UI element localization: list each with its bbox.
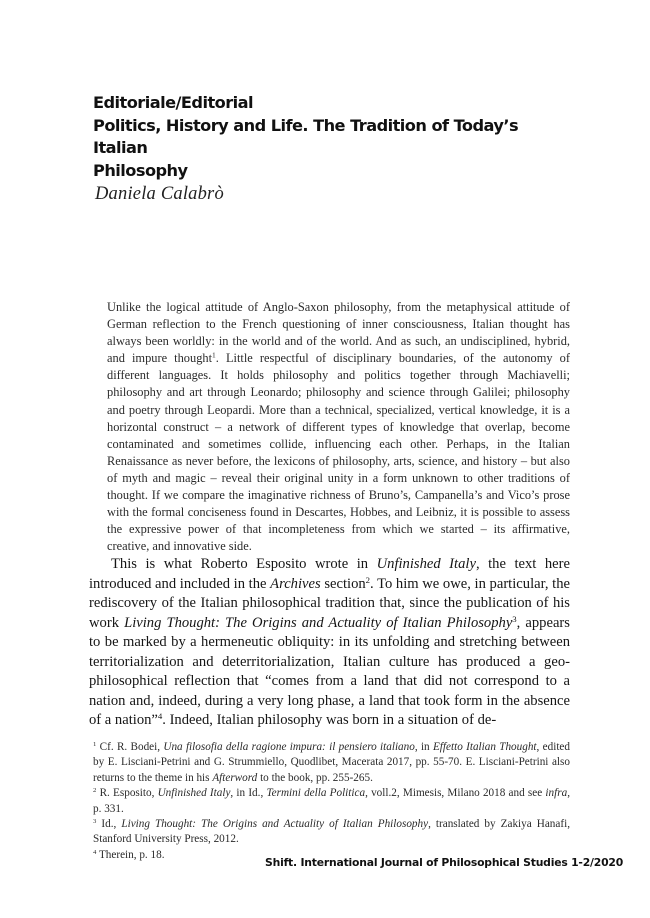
abstract-text-2: . Little respectful of disciplinary boundaries, of the autonomy of different languages. It holds philosophy and politics together through Machiavelli; philosophy and art through Leonardo; philosophy and science through Galilei; philosophy and poetry through Leopardi. More than a technical, specialized, vertical knowledge, it is a horizontal construct – a network of different types of knowledge that overlap, become contaminated and sometimes collide, influencing each other. Perhaps, in the Italian Renaissance as never before, the lexicons of philosophy, arts, science, and history – but also of myth and magic – reveal their original unity in a form unknown to other traditions of thought. If we compare the imaginative richness of Bruno’s, Campanella’s and Vico’s prose with the formal conciseness found in Descartes, Hobbes, and Leibniz, it is possible to assess the expressive power of that incompleteness from which we started – its affirmative, creative, and innovative side. xyxy=(107,351,570,554)
book-title-unfinished-italy: Unfinished Italy xyxy=(376,556,476,572)
footnote-3: $^3$ Id., Living Thought: The Origins and Actuality of Italian Philosophy, translated by Zakiya Hanafi, Stanford University Press, 2012. xyxy=(93,818,570,846)
abstract-text-1: Unlike the logical attitude of Anglo-Saxon philosophy, from the metaphysical attitude of German reflection to the French questioning of inner consciousness, Italian thought has always been worldly: in the world and of the world. And as such, an undisciplined, hybrid, and impure thought xyxy=(107,300,570,366)
journal-footer: Shift. International Journal of Philosophical Studies 1-2/2020 xyxy=(265,856,624,869)
footnote-1: $^1$ Cf. R. Bodei, Una filosofia della ragione impura: il pensiero italiano, in Effetto Italian Thought, edited by E. Lisciani-Petrini and G. Strummiello, Quodlibet, Macerata 2017, pp. 55-70. E. Lisciani-Petrini also returns to the theme in his Afterword to the book, pp. 255-265. xyxy=(93,740,570,784)
footnote-number: 1 xyxy=(93,740,97,748)
body-text-f: . Indeed, Italian philosophy was born in a situation of de- xyxy=(162,712,497,728)
article-title-line-2: Philosophy xyxy=(93,160,188,180)
footnote-number: 4 xyxy=(93,848,97,856)
footnote-number: 3 xyxy=(93,818,97,825)
body-text-d: . To him we owe, in particular, the rediscovery of the Italian philosophical tradition that, since the publication of his work xyxy=(89,575,570,631)
footnote-ref-2[interactable]: 2 xyxy=(365,574,371,585)
body-text-c: section xyxy=(320,575,366,592)
body-text-a: This is what Roberto Esposito wrote in xyxy=(111,556,377,572)
book-title-living-thought: Living Thought: The Origins and Actuality of Italian Philosophy xyxy=(124,614,513,631)
body-text-e: , appears to be marked by a hermeneutic obliquity: in its unfolding and stretching between territorialization and deterritorialization, Italian culture has produced a geo-philosophical reflection that “comes from a land that did not correspond to a nation and, indeed, during a very long phase, a land that took form in the absence of a nation” xyxy=(89,614,570,728)
abstract xyxy=(107,299,570,555)
footnote-ref-3[interactable]: 3 xyxy=(512,613,517,624)
article-heading xyxy=(93,92,563,206)
footnotes xyxy=(93,740,570,863)
footnote-number: 2 xyxy=(93,787,97,795)
body-text-b: , the text here introduced and included in the xyxy=(89,556,570,592)
footnote-2: $^2$ R. Esposito, Unfinished Italy, in Id., Termini della Politica, voll.2, Mimesis, Milano 2018 and see infra, p. 331. xyxy=(93,787,570,815)
footnote-ref-4[interactable]: 4 xyxy=(157,710,163,721)
footnote-ref-1[interactable]: 1 xyxy=(212,350,216,360)
section-label: Editoriale/Editorial xyxy=(93,93,254,112)
footnote-4: $^4$ Therein, p. 18. xyxy=(93,848,165,861)
archives-section-name: Archives xyxy=(270,575,321,592)
body-paragraph xyxy=(89,555,570,731)
author-name: Daniela Calabrò xyxy=(95,184,224,204)
article-title-line-1: Politics, History and Life. The Tradition of Today’s Italian xyxy=(93,115,519,157)
